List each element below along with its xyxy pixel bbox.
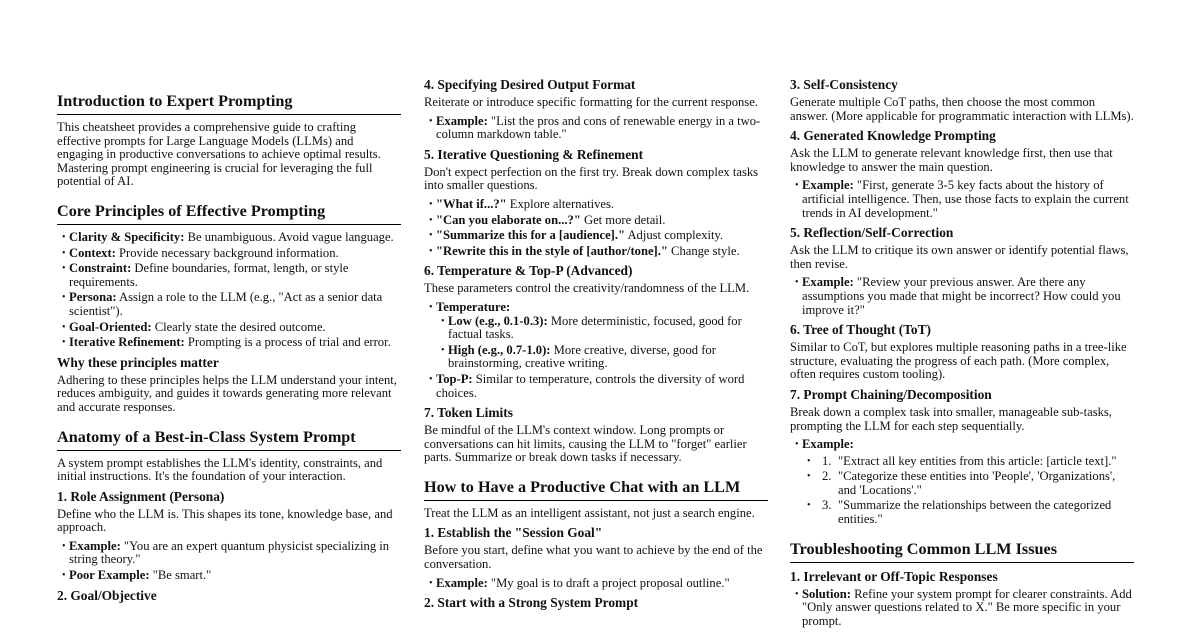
column-3: [790, 77, 1134, 633]
session-goal-paragraph: Before you start, define what you want to achieve by the end of the conversation.: [424, 543, 763, 572]
generated-knowledge-list: [790, 179, 1134, 220]
role-examples-list: [57, 540, 401, 583]
list-item: • Constraint: Define boundaries, format, length, or style requirements.: [57, 262, 401, 289]
system-prompt-heading: 2. Start with a Strong System Prompt: [424, 595, 639, 611]
anatomy-paragraph: A system prompt establishes the LLM's identity, constraints, and initial instructions. It's the foundation of your interaction.: [57, 455, 383, 484]
output-format-paragraph: Reiterate or introduce specific formatting for the current response.: [424, 95, 758, 109]
list-item: • "Rewrite this in the style of [author/tone]." Change style.: [424, 245, 768, 259]
self-consistency-paragraph: Generate multiple CoT paths, then choose the most common answer. (More applicable for programmatic interaction with LLMs).: [790, 95, 1134, 123]
generated-knowledge-paragraph: Ask the LLM to generate relevant knowledge first, then use that knowledge to answer the main question.: [790, 146, 1113, 174]
troubleshooting-heading: Troubleshooting Common LLM Issues: [790, 540, 1134, 563]
list-item: • Low (e.g., 0.1-0.3): More deterministic, focused, good for factual tasks.: [436, 315, 768, 342]
list-item: • 2. "Categorize these entities into 'People', 'Organizations', and 'Locations'.": [802, 470, 1134, 497]
list-item: • Example: "List the pros and cons of renewable energy in a two-column markdown table.": [424, 115, 768, 142]
list-item: • Clarity & Specificity: Be unambiguous. Avoid vague language.: [57, 231, 401, 245]
list-item: • Solution: Refine your system prompt for clearer constraints. Add "Only answer questions related to X." Be more specific in your prompt.: [790, 588, 1134, 629]
reflection-heading: 5. Reflection/Self-Correction: [790, 225, 954, 241]
list-item: • Example: "Review your previous answer. Are there any assumptions you made that might be incorrect? How could you improve it?": [790, 276, 1134, 317]
core-principles-list: [57, 231, 401, 350]
irrelevant-responses-list: [790, 588, 1134, 629]
column-2: [424, 77, 768, 614]
list-item: • 1. "Extract all key entities from this article: [article text].": [802, 455, 1134, 469]
iterative-paragraph: Don't expect perfection on the first try. Break down complex tasks into smaller questions.: [424, 164, 759, 193]
list-item: • "Can you elaborate on...?" Get more detail.: [424, 214, 768, 228]
list-item: • Temperature: • Low (e.g., 0.1-0.3): More deterministic, focused, good for factual tasks. • High (e.g., 0.7-1.0): More creative, diverse, good for brainstorming, creative writing.: [424, 301, 768, 371]
output-format-list: [424, 115, 768, 142]
list-item: • "What if...?" Explore alternatives.: [424, 198, 768, 212]
list-item: • High (e.g., 0.7-1.0): More creative, diverse, good for brainstorming, creative writing.: [436, 344, 768, 371]
session-goal-list: [424, 577, 768, 591]
intro-paragraph: This cheatsheet provides a comprehensive guide to crafting effective prompts for Large Language Models (LLMs) and engaging in productive conversations to achieve optimal results. Mastering prompt engineering is crucial for leveraging the full potential of AI.: [57, 120, 381, 189]
iterative-heading: 5. Iterative Questioning & Refinement: [424, 146, 644, 162]
temperature-paragraph: These parameters control the creativity/randomness of the LLM.: [424, 281, 750, 296]
prompt-chaining-list: [790, 438, 1134, 527]
reflection-paragraph: Ask the LLM to critique its own answer or identify potential flaws, then revise.: [790, 243, 1129, 271]
token-limits-paragraph: Be mindful of the LLM's context window. Long prompts or conversations can hit limits, causing the LLM to "forget" earlier parts. Summarize or break down tasks if necessary.: [424, 423, 747, 465]
session-goal-heading: 1. Establish the "Session Goal": [424, 525, 603, 541]
self-consistency-heading: 3. Self-Consistency: [790, 77, 898, 92]
token-limits-heading: 7. Token Limits: [424, 405, 513, 421]
list-item: • Example: "First, generate 3-5 key facts about the history of artificial intelligence. Then, use those facts to explain the current trends in AI development.": [790, 179, 1134, 220]
prompt-chaining-paragraph: Break down a complex task into smaller, manageable sub-tasks, prompting the LLM for each step sequentially.: [790, 404, 1112, 433]
list-item: • Example: • 1. "Extract all key entities from this article: [article text]." • 2. "Categorize these entities into 'People', 'Organizations', and 'Locations'." • 3. "Summarize the relationships between the categorized entities.": [790, 438, 1134, 527]
core-principles-heading: Core Principles of Effective Prompting: [57, 202, 401, 225]
list-item: • "Summarize this for a [audience]." Adjust complexity.: [424, 229, 768, 243]
productive-chat-paragraph: Treat the LLM as an intelligent assistant, not just a search engine.: [424, 505, 755, 520]
list-item: • Top-P: Similar to temperature, controls the diversity of word choices.: [424, 373, 768, 400]
prompt-chaining-heading: 7. Prompt Chaining/Decomposition: [790, 386, 992, 402]
why-principles-paragraph: Adhering to these principles helps the LLM understand your intent, reduces ambiguity, and guides it towards generating more relevant and accurate responses.: [57, 372, 397, 414]
temperature-heading: 6. Temperature & Top-P (Advanced): [424, 263, 633, 279]
productive-chat-heading: How to Have a Productive Chat with an LLM: [424, 478, 768, 501]
list-item: • Example: "You are an expert quantum physicist specializing in string theory.": [57, 540, 401, 567]
tree-of-thought-paragraph: Similar to CoT, but explores multiple reasoning paths in a tree-like structure, evaluating the progress of each path. (More complex, often requires custom tooling).: [790, 340, 1127, 382]
iterative-list: [424, 198, 768, 258]
intro-heading: Introduction to Expert Prompting: [57, 92, 401, 115]
tree-of-thought-heading: 6. Tree of Thought (ToT): [790, 322, 931, 338]
generated-knowledge-heading: 4. Generated Knowledge Prompting: [790, 128, 996, 144]
list-item: • Iterative Refinement: Prompting is a process of trial and error.: [57, 336, 401, 350]
goal-objective-heading: 2. Goal/Objective: [57, 587, 157, 603]
why-principles-heading: Why these principles matter: [57, 354, 219, 370]
list-item: • Persona: Assign a role to the LLM (e.g., "Act as a senior data scientist").: [57, 291, 401, 318]
anatomy-heading: Anatomy of a Best-in-Class System Prompt: [57, 428, 401, 451]
output-format-heading: 4. Specifying Desired Output Format: [424, 77, 636, 92]
list-item: • Goal-Oriented: Clearly state the desired outcome.: [57, 321, 401, 335]
list-item: • Context: Provide necessary background information.: [57, 247, 401, 261]
role-assignment-heading: 1. Role Assignment (Persona): [57, 488, 225, 504]
list-item: • Poor Example: "Be smart.": [57, 569, 401, 583]
list-item: • Example: "My goal is to draft a project proposal outline.": [424, 577, 768, 591]
list-item: • 3. "Summarize the relationships between the categorized entities.": [802, 499, 1134, 526]
irrelevant-responses-heading: 1. Irrelevant or Off-Topic Responses: [790, 568, 998, 584]
temperature-sublist: [436, 315, 768, 371]
reflection-list: [790, 276, 1134, 317]
role-assignment-paragraph: Define who the LLM is. This shapes its tone, knowledge base, and approach.: [57, 506, 393, 535]
temperature-list: [424, 301, 768, 400]
prompt-chaining-steps: [802, 455, 1134, 527]
column-1: [57, 77, 401, 607]
